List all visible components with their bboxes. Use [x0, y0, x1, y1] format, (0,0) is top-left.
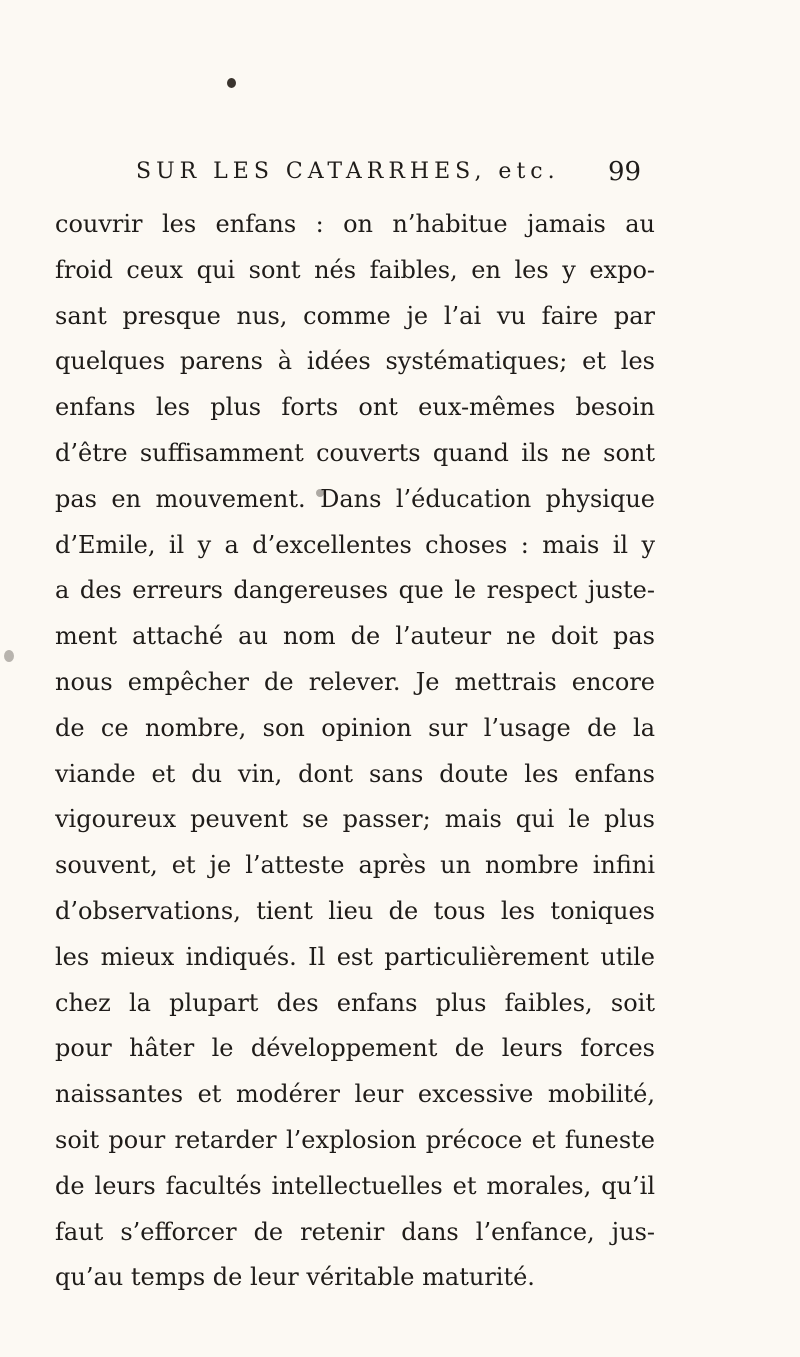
text-line: sant presque nus, comme je l’ai vu faire par [55, 301, 655, 330]
text-line: ment attaché au nom de l’auteur ne doit pas [55, 622, 655, 651]
text-line: pas en mouvement. Dans l’éducation physique [55, 484, 655, 513]
text-line: enfans les plus forts ont eux-mêmes besoin [55, 393, 655, 422]
text-line: les mieux indiqués. Il est particulièrement utile [55, 942, 655, 971]
text-line: d’Emile, il y a d’excellentes choses : mais il y [55, 530, 655, 559]
text-line: quelques parens à idées systématiques; et les [55, 347, 655, 376]
text-line: nous empêcher de relever. Je mettrais encore [55, 667, 655, 696]
text-line: faut s’efforcer de retenir dans l’enfance, jus- [55, 1217, 655, 1246]
running-head [0, 152, 800, 192]
ink-speck [227, 78, 236, 88]
text-line: pour hâter le développement de leurs forces [55, 1034, 655, 1063]
running-title: SUR LES CATARRHES, etc. [136, 159, 560, 184]
ink-speck [4, 650, 14, 662]
text-line: a des erreurs dangereuses que le respect juste- [55, 576, 655, 605]
text-body [55, 202, 655, 1301]
text-line: qu’au temps de leur véritable maturité. [55, 1263, 535, 1292]
text-line: de leurs facultés intellectuelles et morales, qu’il [55, 1171, 655, 1200]
text-line: naissantes et modérer leur excessive mobilité, [55, 1080, 655, 1109]
text-line: viande et du vin, dont sans doute les enfans [55, 759, 655, 788]
text-line: vigoureux peuvent se passer; mais qui le plus [55, 805, 655, 834]
text-line: chez la plupart des enfans plus faibles, soit [55, 988, 655, 1017]
text-line: froid ceux qui sont nés faibles, en les y expo- [55, 255, 655, 284]
text-line: soit pour retarder l’explosion précoce et funeste [55, 1125, 655, 1154]
page-number: 99 [608, 157, 642, 187]
text-line: d’observations, tient lieu de tous les toniques [55, 896, 655, 925]
text-line: d’être suffisamment couverts quand ils ne sont [55, 438, 655, 467]
text-line: de ce nombre, son opinion sur l’usage de la [55, 713, 655, 742]
text-line: souvent, et je l’atteste après un nombre infini [55, 851, 655, 880]
text-line: couvrir les enfans : on n’habitue jamais au [55, 210, 655, 238]
